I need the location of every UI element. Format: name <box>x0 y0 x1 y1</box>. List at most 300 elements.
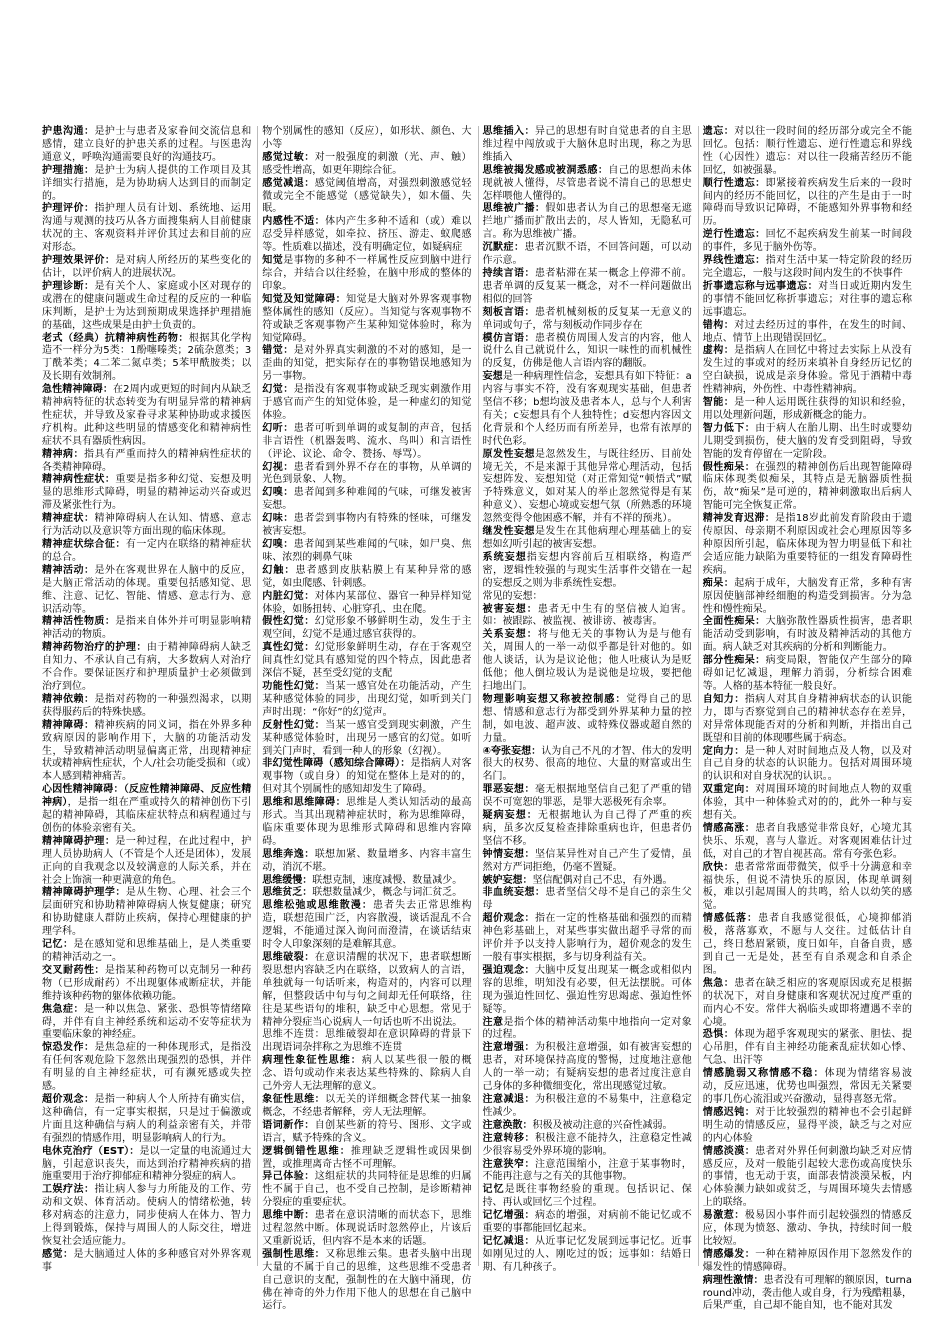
entry-definition: 对当日或近期内发生的事情不能回忆称折事遗忘；对往事的遗忘称远事遗忘。 <box>702 280 913 318</box>
text-column-2 <box>257 126 472 1312</box>
entry-term: 错觉： <box>262 345 294 357</box>
entry-definition: 是指个体的精神活动集中地指向一定对象的过程。 <box>482 1016 692 1041</box>
entry-definition: 患者闻到某些难闻的气味，如尸臭、焦味、浓烈的刺鼻气味 <box>262 539 472 563</box>
entry-term: 思维缓慢： <box>262 874 313 886</box>
entry-term: 电休克治疗（EST）： <box>42 1145 140 1157</box>
entry-term: 注意涣散： <box>482 1119 533 1131</box>
entry-term: 知觉及知觉障碍： <box>262 293 347 305</box>
definition-entry <box>42 474 251 513</box>
entry-definition: 对以往一段时间的经历部分或完全不能回忆。包括：顺行性遗忘、逆行性遗忘和界线性（心因性）遗忘：对以往一段痛苦经历不能回忆，如被强暴。 <box>702 126 913 176</box>
entry-term: 注意狭窄： <box>482 1158 535 1170</box>
entry-term: 情感脆弱又称情感不稳： <box>702 1068 825 1080</box>
definition-entry <box>483 203 692 242</box>
definition-entry <box>483 591 692 604</box>
entry-term: 持续言语： <box>482 267 535 279</box>
entry-term: 精神障碍护理： <box>42 835 116 847</box>
entry-definition: 这组症状的共同特征是思维的归属性不属于自己，也不受自己控制，是诊断精神分裂症的重要症状。 <box>262 1171 472 1209</box>
definition-entry <box>703 746 912 785</box>
definition-entry <box>42 165 251 204</box>
entry-definition: 是一种病理性信念，妄想具有如下特征：a内容与事实不符，没有客观现实基础，但患者坚信不移；b想均波及患者本人，总与个人利害有关；c妄想具有个人独特性；d妄想内容因文化背景和个人经历而有所差异，也常有浓厚的时代色彩。 <box>482 371 692 447</box>
entry-term: 沉默症： <box>482 242 525 254</box>
entry-term: 病理性象征性思维： <box>262 1055 362 1067</box>
definition-entry <box>483 965 692 1017</box>
definition-entry <box>703 784 912 823</box>
entry-definition: 重要是指多种幻觉、妄想及明显的思维形式障碍，明显的精神运动兴奋或迟滞及紧张性行为。 <box>42 474 252 512</box>
definition-entry <box>703 913 912 978</box>
entry-term: 真性幻觉： <box>262 642 315 654</box>
entry-definition: 体内产生多种不适和（或）难以忍受异样感觉，如牵拉、挤压、游走、蚁爬感等。性质难以描述，没有明确定位，如疑病症 <box>262 216 472 254</box>
definition-entry <box>703 229 912 255</box>
definition-entry <box>42 255 251 281</box>
entry-definition: 注意范围缩小，注意于某事物时，不能再注意与之有关的其他事物。 <box>482 1158 692 1183</box>
entry-term: 强制性思维： <box>262 1248 326 1260</box>
entry-definition: 是指病人对客观事物（或自身）的知觉在整体上是对的的，但对其个别属性的感知却发生了障碍。 <box>262 758 472 796</box>
entry-term: 精神活性物质： <box>42 616 116 628</box>
entry-term: 模仿言语： <box>482 332 535 344</box>
entry-definition: 患者没有可理解的额原因，turnaround冲动，袭击他人或自身，行为残酷粗暴，后果严重，自己却不能自知，也不能对其发 <box>702 1274 912 1312</box>
entry-term: 精神病： <box>42 448 84 460</box>
entry-term: 精神症状综合征： <box>42 539 126 550</box>
entry-definition: 毫无根据地坚信自己犯了严重的错误不可宽恕的罪恶，是罪大恶极死有余辜。 <box>482 784 692 809</box>
entry-term: 假性幻觉： <box>262 616 315 628</box>
entry-definition: 推理缺乏逻辑性或因果倒置，或推理离奇古怪不可理解。 <box>262 1145 472 1170</box>
definition-entry <box>262 1029 471 1055</box>
entry-term: 焦急： <box>702 977 735 989</box>
entry-term: 假性痴呆： <box>702 461 756 473</box>
entry-definition: 是指18岁此前发育阶段由于遗传原因、母亲期不利原因或社会心理原因等多种原因所引起，临床体现为智力明显低下和社会适应能力缺陷为重要特征的一组发育障碍性疾病。 <box>702 513 912 576</box>
definition-entry <box>703 1107 912 1146</box>
definition-entry <box>483 629 692 694</box>
entry-definition: 患者感到皮肤粘膜上有某种异常的感觉，如虫爬感、针刺感。 <box>262 564 472 589</box>
definition-entry <box>483 526 692 552</box>
definition-entry <box>703 1210 912 1249</box>
entry-definition: 坚信某异性对自己产生了爱情，虽然对方严词拒绝，仍毫不置疑。 <box>482 848 692 873</box>
entry-definition: 是一种人运用既往获得的知识和经验，用以处理新问题，形成新概念的能力。 <box>702 397 913 421</box>
definition-entry <box>262 797 471 849</box>
entry-definition: 坚信配偶对自己不忠，有外遇。 <box>532 874 673 886</box>
entry-term: 幻嗅： <box>262 539 294 550</box>
entry-definition: 是指对药物的一种强烈渴求，以期获得服药后的特殊快感。 <box>42 693 252 718</box>
entry-definition: 指护理人员有计划、系统地、运用沟通与观测的技巧从各方面搜集病人目前健康状况的主、客观资料并评价其过去和目前的应对形态。 <box>42 203 252 254</box>
entry-definition: 是护士为病人提供的工作项目及其详细实行措施，是为协助病人达到目的而制定的。 <box>42 164 252 202</box>
entry-definition: 联想克制，速度减慢、数量减少。 <box>312 874 463 886</box>
entry-definition: 指让病人参与力所能及的工作、劳动和文娱、体育活动。使病人的情绪松弛，转移对病态的注意力，同步使病人在体力、智力上得到锻炼，保持与周围人的人际交往，增进恢复社会适应能力。 <box>42 1184 252 1247</box>
entry-definition: 感觉阈值增高，对强烈刺激感觉轻微或完全不能感觉（感觉缺失），如木僵、失眠。 <box>262 177 472 215</box>
definition-entry <box>42 694 251 720</box>
entry-term: 欣快： <box>702 861 735 873</box>
definition-entry <box>703 255 912 281</box>
definition-entry <box>262 513 471 539</box>
definition-entry <box>703 281 912 320</box>
definition-entry <box>262 1055 471 1094</box>
definition-entry <box>703 423 912 462</box>
entry-definition: 起病于成年，大脑发育正常，多种有害原因使脑部神经细胞的构造受到损害。分为急性和慢性痴呆。 <box>702 577 913 615</box>
text-column-3 <box>478 126 692 1273</box>
entry-definition: 患者尝到事物内有特殊的怪味，可继发被害妄想。 <box>262 513 472 538</box>
entry-term: 非幻觉性障碍（感知综合障碍）： <box>262 758 411 770</box>
definition-entry <box>262 1249 471 1314</box>
entry-term: 情感低落： <box>702 913 759 925</box>
entry-definition: 联想加紧、数量增多、内容丰富生动，消沉不堪。 <box>262 848 472 873</box>
entry-definition: 常见的妄想： <box>482 590 543 602</box>
definition-entry <box>483 242 692 268</box>
definition-entry <box>262 255 471 294</box>
definition-entry <box>42 333 251 385</box>
entry-term: 自知力： <box>702 693 745 705</box>
entry-term: 情感淡漠： <box>702 1145 756 1157</box>
definition-entry <box>42 1184 251 1249</box>
entry-definition: 幻觉形象鲜明生动，存在于客观空间真性幻觉具有感知觉的四个特点，因此患者深信不疑，甚至受幻觉的支配 <box>262 642 472 680</box>
entry-term: 注意 <box>482 1016 504 1028</box>
entry-term: 精神症状： <box>42 513 95 525</box>
entry-term: 护理诊断： <box>42 280 95 292</box>
entry-term: 交叉耐药性： <box>42 964 105 976</box>
definition-entry <box>483 1120 692 1133</box>
definition-entry <box>262 539 471 565</box>
definition-entry <box>262 565 471 591</box>
definition-entry <box>703 1275 912 1314</box>
entry-term: 非血统妄想： <box>482 887 546 899</box>
definition-entry <box>262 294 471 346</box>
entry-definition: 患者粘滞在某一概念上停滞不前。患者单调的反复某一概念，对不一样问题做出相似的回答 <box>482 267 692 305</box>
entry-definition: 当某一感官受到现实刺激，产生某种感觉体验时，出现另一感官的幻觉。如听到关门声时，看到一种人的形象（幻视）。 <box>262 719 472 757</box>
entry-definition: 极易因小事件而引起较强烈的情感反应，体现为愤怒、激动、争执，持续时间一般比较短。 <box>702 1210 913 1247</box>
definition-entry <box>42 565 251 617</box>
entry-definition: 是指没有客观事物或缺乏现实刺激作用于感官而产生的知觉体验，是一种虚幻的知觉体验。 <box>262 384 472 421</box>
definition-entry <box>262 900 471 952</box>
entry-definition: 患者机械刻板的反复某一无意义的单词或句子，常与刻板动作同步存在 <box>482 306 692 331</box>
entry-definition: 患者坚信父母不是自己的亲生父母 <box>482 887 692 912</box>
definition-entry <box>262 591 471 617</box>
entry-term: 原发性妄想 <box>482 448 535 460</box>
entry-term: 虚构： <box>702 345 735 357</box>
entry-term: 思维中断： <box>262 1210 315 1222</box>
entry-term: 思维奔逸： <box>262 848 315 860</box>
definition-entry <box>42 1146 251 1185</box>
entry-definition: 是忽然发生，与既往经历、目前处境无关，不是来源于其他异常心理活动，包括妄想阵发、妄想知觉（对正常知觉“顿悟式”赋予特殊意义，如对某人的举止忽然觉得是有某种意义）、妄想心境或妄想气氛（所熟悉的环境忽然变得令他困惑不解，并有不祥的预兆）。 <box>482 448 692 525</box>
entry-definition: 患者失去正常思维构造，联想范围广泛，内容散漫，谈话混乱不合逻辑，不能通过深入询问而澄清，在谈话结束时令人印象深刻的是难解其意。 <box>262 900 472 951</box>
entry-term: 反射性幻觉： <box>262 719 326 731</box>
definition-entry <box>483 604 692 630</box>
entry-definition: 知觉是大脑对外界客观事物整体属性的感知（反应）。当知觉与客观事物不符或缺乏客观事物产生某种知觉体验时，称为知觉障碍。 <box>262 293 472 344</box>
entry-term: 情感高涨： <box>702 822 756 834</box>
entry-definition: 患者常常面带微笑，似乎十分满意和幸福快乐，但说不清快乐的原因，体现单调刻板，难以引起周围人的共鸣，给人以幼笑的感觉。 <box>702 861 913 912</box>
entry-definition: 为积极注意增强，如有被害妄想的患者，对环境保持高度的警惕，过度地注意他人的一举一动；有疑病妄想的患者过度注意自己身体的多种微细变化，常出现感觉过敏。 <box>482 1042 692 1093</box>
entry-definition: 物个别属性的感知（反应），如形状、颜色、大小等 <box>262 126 472 150</box>
entry-term: 精神药物治疗的护理： <box>42 642 147 654</box>
entry-definition: 是一种人对时间地点及人物，以及对自己自身的状态的认识能力。包括对周围环境的认识和对自身状况的认识。。 <box>702 745 913 783</box>
entry-term: 情感迟钝： <box>702 1106 756 1118</box>
entry-definition: 在意识清醒的状况下，患者联想断裂思想内容缺乏内在联络，以致病人的言语，单独就每一句话听来，构造对的，内容可以理解，但整段话中句与句之间却无任何联络，往往是某些语句的堆积，缺乏中心思想。常见于精神分裂症当心说病人一句话也听不出说法。 <box>262 952 472 1028</box>
definition-entry <box>42 965 251 1004</box>
entry-definition: 病人以某些很一般的概念、语句或动作来表达某些特殊的、除病人自己外旁人无法理解的意义。 <box>262 1055 472 1093</box>
definition-entry <box>703 513 912 578</box>
entry-definition: 是在感知觉和思维基础上，是人类重要的精神活动之一。 <box>42 939 252 963</box>
definition-entry <box>703 1068 912 1107</box>
entry-definition: 对于比较强烈的精神也不会引起鲜明生动的情感反应，显得平淡，缺乏与之对应的内心体验 <box>702 1106 913 1144</box>
entry-term: 记忆： <box>42 939 74 951</box>
entry-term: 语词新作： <box>262 1119 315 1131</box>
entry-term: 内感性不适： <box>262 216 326 228</box>
definition-entry <box>262 1146 471 1172</box>
entry-term: 思维插入： <box>482 126 535 137</box>
entry-term: 病理性激情： <box>702 1274 764 1286</box>
entry-definition: 自己的思想尚未体现就被人懂得，尽管患者说不清自己的思想史怎样喂他人懂得的。 <box>482 164 692 202</box>
definition-entry <box>703 862 912 914</box>
entry-term: 全面性痴呆： <box>702 616 766 628</box>
definition-entry <box>703 694 912 746</box>
entry-definition: 是一种过程，在此过程中，护理人员协助病人（不管是个人还是团体），发展正向的自我观念以及较满意的人际关系，并在社会上饰演一种更满意的角色。 <box>42 835 252 886</box>
entry-term: 逆行性遗忘： <box>702 229 766 241</box>
definition-entry <box>483 1042 692 1094</box>
entry-term: 嫉妒妄想： <box>482 874 533 886</box>
entry-term: 工娱疗法： <box>42 1184 95 1196</box>
entry-term: 感觉减退： <box>262 177 315 189</box>
definition-entry <box>262 616 471 642</box>
definition-entry <box>483 694 692 746</box>
entry-term: 记忆增强： <box>482 1210 535 1222</box>
entry-definition: 是指某种药物可以克制另一种药物（已形成耐药）不出现躯体戒断症状，并能维持该种药物的躯体依赖功能。 <box>42 964 252 1002</box>
entry-term: 精神发育迟滞： <box>702 513 776 525</box>
definition-entry <box>262 681 471 720</box>
definition-entry <box>262 178 471 217</box>
entry-term: 妄想 <box>482 371 503 383</box>
entry-definition: 指对生活中某一特定阶段的经历完全遗忘，一般与这段时间内发生的不快事件 <box>702 255 913 279</box>
definition-entry <box>703 1029 912 1068</box>
definition-entry <box>262 423 471 462</box>
entry-term: 急性精神障碍： <box>42 384 114 396</box>
definition-entry <box>42 1042 251 1094</box>
document-page <box>42 126 913 1312</box>
entry-term: 功能性幻觉： <box>262 680 326 692</box>
entry-term: 惊恐发作： <box>42 1042 95 1054</box>
entry-term: 精神障碍护理学： <box>42 887 126 899</box>
entry-term: 智力低下： <box>702 422 756 434</box>
definition-entry <box>483 1159 692 1185</box>
entry-definition: 大脑中反复出现某一概念或相似内容的思维，明知没有必要，但无法摆脱。可体现为强迫性回忆、强迫性穷思竭虑、强迫性怀疑等。 <box>482 964 692 1015</box>
definition-entry <box>42 1004 251 1043</box>
entry-term: 错构： <box>702 319 735 331</box>
entry-definition: 指具有严重而持久的精神病性症状的各类精神障碍。 <box>42 448 252 473</box>
definition-entry <box>483 552 692 591</box>
definition-entry <box>262 758 471 797</box>
definition-entry <box>42 616 251 642</box>
entry-definition: 大脑弥散性器质性损害，患者职能活动受到影响，有时波及精神活动的其他方面。病人缺乏对其疾病的分析和判断能力。 <box>702 616 913 654</box>
entry-term: 注意转移： <box>482 1132 535 1144</box>
entry-term: 护患沟通： <box>42 126 95 137</box>
definition-entry <box>703 616 912 655</box>
entry-definition: 是发生在其他病理心理基础上的妄想如幻听引起的被害妄想。 <box>482 526 692 550</box>
definition-entry <box>262 952 471 1029</box>
entry-definition: 思维是人类认知活动的最高形式。当其出现精神症状时，称为思维障碍，临床重要体现为思维形式障碍和思维内容障碍。 <box>262 797 472 847</box>
definition-entry <box>42 1094 251 1146</box>
definition-entry <box>262 384 471 423</box>
entry-term: 强迫观念： <box>482 964 535 976</box>
entry-definition: 幻觉形象不够鲜明生动，发生于主观空间，幻觉不是通过感官获得的。 <box>262 616 472 641</box>
entry-definition: 将与他无关的事物认为是与他有关，周围人的一举一动似乎都是针对他的。如他人谈话，认为是议论他；他人吐痰认为是贬低他；他人倒垃圾认为是说他是垃圾，要把他扫地出门。 <box>482 629 692 692</box>
definition-entry <box>262 887 471 900</box>
entry-definition: 指病人对其自身精神病状态的认识能力，即与否察觉到自己的精神状态存在差异，对异常体现能否对的分析和判断，并指出自己既望和目前的体现哪些属于病态。 <box>702 693 913 744</box>
entry-term: 界线性遗忘： <box>702 255 766 267</box>
definition-entry <box>42 513 251 539</box>
entry-term: 精神依赖： <box>42 693 95 705</box>
entry-definition: 指妄想内容前后互相联络，构造严密，逻辑性较强的与现实生活事件交错在一起的妄想反之则为非系统性妄想。 <box>482 551 692 589</box>
entry-definition: 精神障碍病人在认知、情感、意志行为活动以及意识等方面出现的临床体现。 <box>42 513 252 538</box>
entry-term: 思维被揭发感或被洞悉感： <box>482 164 609 176</box>
definition-entry <box>483 849 692 875</box>
definition-entry <box>483 875 692 888</box>
definition-entry <box>42 281 251 333</box>
entry-term: 精神活动： <box>42 564 95 576</box>
definition-entry <box>262 849 471 875</box>
entry-term: 物理影响妄想又称被控制感： <box>482 693 627 705</box>
entry-definition: 由于病人在胎儿期、出生时或婴幼儿期受到损伤，使大脑的发育受到阻碍，导致智能的发育停留在一定阶段。 <box>702 422 913 460</box>
entry-definition: 为积极注意的不易集中，注意稳定性减少。 <box>482 1093 692 1118</box>
definition-entry <box>703 397 912 423</box>
entry-term: 智能： <box>702 397 735 409</box>
entry-term: 折事遗忘称与远事遗忘： <box>702 280 819 292</box>
definition-entry <box>262 1171 471 1210</box>
definition-entry <box>262 875 471 888</box>
definition-entry <box>483 1133 692 1159</box>
entry-term: 思维松弛或思维散漫： <box>262 900 373 912</box>
entry-definition: 患者沉默不语，不回答问题，可以动作示意。 <box>482 242 692 267</box>
definition-entry <box>483 268 692 307</box>
definition-entry <box>483 371 692 448</box>
entry-definition: 体现为情绪容易波动，反应迅速，优势也叫强烈，常因无关紧要的事几伤心流泪或兴奋激动，显得喜怒无常。 <box>702 1068 913 1105</box>
entry-definition: 回忆不起疾病发生前某一时间段的事件，多见于脑外伤等。 <box>702 229 913 254</box>
entry-definition: 是一种以焦急、紧张、恐惧等情绪障碍，并伴有自主神经系统和运动不安等症状为重要临床象的神经症。 <box>42 1003 252 1041</box>
entry-definition: 对一般强度的刺激（光、声、触）感受性增高，如更年期综合征。 <box>262 151 472 176</box>
entry-term: 记忆减退： <box>482 1235 535 1247</box>
entry-term: 感觉： <box>42 1248 74 1260</box>
entry-term: 护理效果评价： <box>42 255 116 267</box>
definition-entry <box>703 345 912 397</box>
entry-term: ④夸张妄想： <box>482 745 542 757</box>
definition-entry <box>483 913 692 965</box>
entry-term: 思维破裂： <box>262 952 315 963</box>
entry-term: 被害妄想： <box>482 603 538 615</box>
entry-definition: 异己的思想有时自觉患者的自主思维过程中闯放或于大脑休息时出现，称之为思维插入 <box>482 126 692 163</box>
definition-entry <box>703 178 912 230</box>
entry-definition: 病态的增强，对病前不能记忆或不重要的事都能回忆起来。 <box>482 1210 692 1235</box>
entry-term: 钟情妄想： <box>482 848 535 860</box>
entry-definition: 指在一定的性格基础和强烈的而精神色彩基础上，对某些事实做出超乎寻常的而评价并予以支持人影响行为，超价观念的发生一般有事实根据，多与切身利益有关。 <box>482 913 692 963</box>
definition-entry <box>483 887 692 913</box>
entry-term: 超价观念： <box>42 1093 95 1105</box>
entry-definition: 是大脑通过人体的多种感官对外界客观事 <box>42 1248 252 1273</box>
entry-term: 记忆 <box>482 1184 505 1196</box>
text-column-1 <box>42 126 252 1273</box>
entry-definition: 是有关个人、家庭或小区对现存的或潜在的健康问题或生命过程的反应的一种临床判断，是护士为达到预期成果选择护理措施的基础，这些成果是由护士负责的。 <box>42 280 252 331</box>
entry-term: 幻听： <box>262 422 294 434</box>
entry-definition: 是对外界真实刺激的不对的感知，是一歪曲的知觉，把实际存在的事物错误地感知为另一事物。 <box>262 345 472 383</box>
entry-definition: 无根据地认为自己得了严重的疾病，虽多次反复检查排除重病也许，但患者仍坚信不移。 <box>482 810 692 847</box>
definition-entry <box>42 1249 251 1275</box>
entry-definition: ，是指一组在严重或持久的精神创伤下引起的精神障碍，其临床症状特点和病程通过与创伤的体验亲密有关。 <box>42 797 252 834</box>
entry-definition: 体现为超乎客观现实的紧张、胆怯、提心吊胆，伴有自主神经功能紊乱症状如心悸、气急、出汗等 <box>702 1029 913 1067</box>
entry-definition: 即紧接着疾病发生后来的一段时间内的经历不能回忆，以往的产生是由于一时障碍而导致识记障碍，不能感知外界事物和经历。 <box>702 177 913 228</box>
entry-term: 注意减退： <box>482 1093 535 1105</box>
definition-entry <box>262 126 471 152</box>
entry-definition: 患者模仿周围人发言的内容，他人说什么自己就说什么，知识一味性的而机械性的反复，仿佛是他人言语内容的翻版。 <box>482 332 692 370</box>
entry-definition: 患者在意识清晰的而状态下，思维过程忽然中断。体现说话时忽然停止，片该后又重新说话，但内容不是本来的话题。 <box>262 1210 472 1247</box>
entry-term: 护理评价： <box>42 203 95 215</box>
definition-entry <box>483 1184 692 1210</box>
entry-term: 罪恶妄想： <box>482 784 535 796</box>
entry-definition: 从近事记忆发展到远事记忆。近事如刚见过的人、刚吃过的饭；远事如：结婚日期、有几种孩子。 <box>482 1235 692 1273</box>
entry-definition: 思维不连贯：思维破裂却在意识障碍的背景下出现语词杂拌称之为思维不连贯 <box>262 1029 472 1054</box>
definition-entry <box>262 1120 471 1146</box>
entry-definition: 觉得自己的思想、情感和意志行为都受到外界某种力量的控制，如电波、超声波、或特殊仪器或超自然的力量。 <box>482 693 692 744</box>
entry-term: 关系妄想： <box>482 629 538 641</box>
entry-definition: 一种在精神原因作用下忽然发作的爆发性的情感障碍。 <box>702 1248 913 1273</box>
entry-definition: 是指病人在回忆中将过去实际上从没有发生过的事或对的经历来填补自身经历记忆的空白缺损，说成是亲身体验。常见于酒精中毒性精神病，外伤性、中毒性精神病。 <box>702 345 913 396</box>
entry-term: 继发性妄想 <box>482 526 535 538</box>
entry-term: 思维和思维障碍： <box>262 797 347 809</box>
definition-entry <box>262 345 471 384</box>
entry-definition: 患者可听到单调的或复制的声音，包括非言语性（机器轰鸣、流水、鸟叫）和言语性（评论、议论、命令、赞扬、辱骂）。 <box>262 422 472 460</box>
entry-definition: 自创某些新的符号、图形、文字或语言，赋予特殊的含义。 <box>262 1119 472 1144</box>
entry-term: 精神病性症状： <box>42 474 116 486</box>
entry-definition: 有一定内在联络的精神症状的总合。 <box>42 539 252 563</box>
definition-entry <box>42 126 251 165</box>
definition-entry <box>483 126 692 165</box>
entry-definition: 患者自我感觉非常良好，心境尤其快乐、乐观，喜与人靠近。对客观困难估计过低，对自己的才智自视甚高。常有夸张色彩。 <box>702 822 913 860</box>
entry-definition: 是护士与患者及家眷间交流信息和感情，建立良好的护患关系的过程。与医患沟通意义，呼唤沟通需要良好的沟通技巧。 <box>42 126 252 163</box>
entry-definition: 认为自己不凡的才智、伟大的发明很大的权势、很高的地位、大量的财富或出生名门。 <box>482 745 692 783</box>
entry-term: 老式（经典）抗精神病性药物： <box>42 332 189 344</box>
entry-term: 思维被广播： <box>482 203 546 215</box>
entry-definition: 是对病人所经历的某些变化的估计，以评价病人的进展状况。 <box>42 255 252 279</box>
entry-definition: 患者无中生有的坚信被人迫害。如：被跟踪、被监视、被诽谤、被毒害。 <box>482 603 692 628</box>
entry-term: 双重定向： <box>702 784 756 796</box>
definition-entry <box>703 126 912 178</box>
definition-entry <box>42 539 251 565</box>
definition-entry <box>483 1094 692 1120</box>
entry-term: 感觉过敏： <box>262 151 315 163</box>
definition-entry <box>262 720 471 759</box>
definition-entry <box>262 1094 471 1120</box>
entry-definition: 精神疾病的同义词，指在外界多种致病原因的影响作用下，大脑的功能活动发生，导致精神活动明显偏离正常，出现精神症状或精神病性症状，个人/社会功能受损和（或）本人感到精神痛苦。 <box>42 719 252 783</box>
definition-entry <box>483 333 692 372</box>
entry-definition: 对体内某部位、器官一种异样知觉体验，如肠扭转、心脏穿孔、虫在爬。 <box>262 590 472 615</box>
entry-term: 逻辑倒错性思维： <box>262 1145 351 1157</box>
entry-term: 护理措施： <box>42 164 95 176</box>
entry-definition: 患者闻到多种难闻的气味，可继发被害妄想。 <box>262 487 472 512</box>
text-column-4 <box>698 126 913 1312</box>
entry-term: 幻触： <box>262 564 296 576</box>
entry-term: 部分性痴呆： <box>702 655 766 667</box>
definition-entry <box>42 384 251 449</box>
entry-definition: 积极及被动注意的兴奋性减弱。 <box>532 1119 673 1131</box>
definition-entry <box>483 1236 692 1275</box>
entry-definition: 当某一感官处在功能活动，产生某种感觉体验的同步，出现幻觉，如听到关门声时出现：“你好”的幻觉声。 <box>262 680 472 718</box>
definition-entry <box>262 216 471 255</box>
entry-term: 焦急症： <box>42 1003 84 1015</box>
entry-definition: 是以一定量的电流通过大脑，引起意识丧失，而达到治疗精神疾病的措施重要用于治疗抑郁症和精神分裂症的病人。 <box>42 1145 252 1183</box>
entry-definition: 是从生物、心理、社会三个层面研究和协助精神障碍病人恢复健康；研究和协助健康人群防止疾病，保持心理健康的护理学科。 <box>42 887 252 938</box>
definition-entry <box>42 203 251 255</box>
entry-definition: 对周围环境的时间地点人物的双重体验，其中一种体验式对的的，此外一种与妄想有关。 <box>702 784 913 822</box>
entry-term: 幻嗅： <box>262 487 294 499</box>
entry-definition: 积极注意不能持久，注意稳定性减少很容易受外界环境的影响。 <box>482 1132 692 1157</box>
entry-definition: 是指来自体外并可明显影响精神活动的物质。 <box>42 616 252 641</box>
definition-entry <box>42 720 251 785</box>
definition-entry <box>42 449 251 475</box>
entry-term: 遗忘： <box>702 126 735 137</box>
definition-entry <box>42 836 251 888</box>
